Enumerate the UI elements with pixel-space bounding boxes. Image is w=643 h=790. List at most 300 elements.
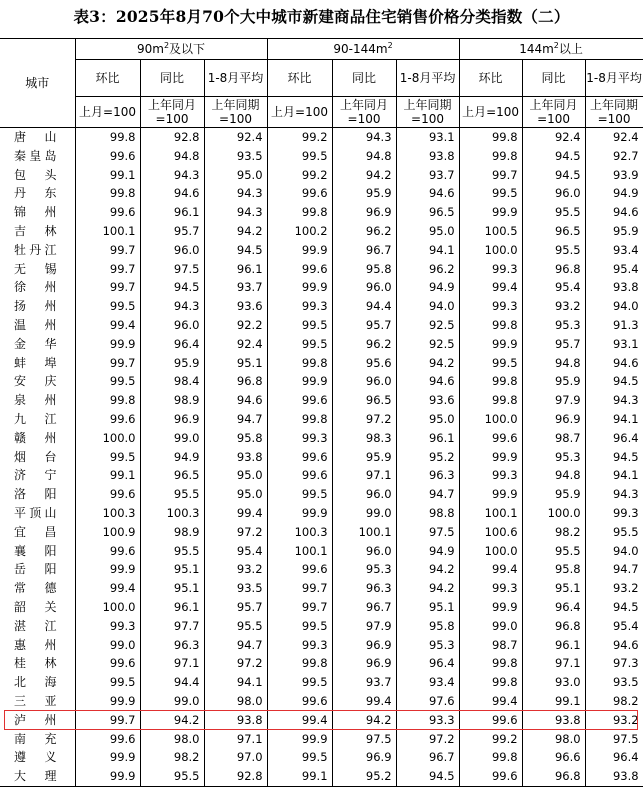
value-cell: 99.3 bbox=[267, 297, 332, 316]
value-cell: 94.9 bbox=[585, 184, 643, 203]
value-cell: 93.4 bbox=[396, 673, 459, 692]
value-cell: 99.3 bbox=[459, 466, 522, 485]
value-cell: 98.2 bbox=[522, 523, 585, 542]
value-cell: 94.4 bbox=[140, 673, 204, 692]
city-cell bbox=[0, 391, 75, 410]
value-cell: 100.1 bbox=[459, 504, 522, 523]
value-cell: 96.0 bbox=[332, 278, 396, 297]
value-cell: 96.9 bbox=[140, 410, 204, 429]
city-char: 秦 bbox=[14, 148, 27, 163]
value-cell: 93.8 bbox=[204, 448, 267, 467]
city-char: 庆 bbox=[44, 374, 57, 389]
table-row bbox=[0, 598, 643, 617]
city-cell bbox=[0, 542, 75, 561]
city-cell bbox=[0, 598, 75, 617]
city-name bbox=[14, 128, 57, 147]
value-cell: 93.9 bbox=[585, 166, 643, 185]
city-cell bbox=[0, 354, 75, 373]
table-row bbox=[0, 166, 643, 185]
value-cell: 94.5 bbox=[396, 767, 459, 786]
value-cell: 99.9 bbox=[75, 692, 140, 711]
value-cell: 98.8 bbox=[396, 504, 459, 523]
city-char: 州 bbox=[44, 637, 57, 652]
value-cell: 93.4 bbox=[585, 241, 643, 260]
value-cell: 99.7 bbox=[75, 241, 140, 260]
value-cell: 93.5 bbox=[585, 673, 643, 692]
value-cell: 100.1 bbox=[75, 222, 140, 241]
table-row bbox=[0, 767, 643, 786]
city-name bbox=[14, 485, 57, 504]
city-name bbox=[14, 429, 57, 448]
value-cell: 96.8 bbox=[204, 372, 267, 391]
city-column-header: 城市 bbox=[0, 39, 75, 128]
value-cell: 96.1 bbox=[140, 203, 204, 222]
value-cell: 99.9 bbox=[459, 485, 522, 504]
value-cell: 97.7 bbox=[140, 617, 204, 636]
value-cell: 99.4 bbox=[459, 692, 522, 711]
value-cell: 95.1 bbox=[140, 579, 204, 598]
value-cell: 95.5 bbox=[522, 203, 585, 222]
city-char: 徐 bbox=[14, 280, 27, 295]
city-name bbox=[14, 504, 57, 523]
city-cell bbox=[0, 241, 75, 260]
value-cell: 94.2 bbox=[204, 222, 267, 241]
base-label-prev-year-month: 上年同月=100 bbox=[522, 97, 585, 128]
value-cell: 94.8 bbox=[522, 354, 585, 373]
value-cell: 94.7 bbox=[204, 636, 267, 655]
value-cell: 100.6 bbox=[459, 523, 522, 542]
value-cell: 94.5 bbox=[522, 166, 585, 185]
table-row bbox=[0, 278, 643, 297]
table-body bbox=[0, 128, 643, 787]
value-cell: 95.7 bbox=[204, 598, 267, 617]
value-cell: 94.5 bbox=[204, 241, 267, 260]
city-char: 惠 bbox=[14, 637, 27, 652]
value-cell: 99.5 bbox=[267, 617, 332, 636]
city-char: 温 bbox=[14, 317, 27, 332]
city-char: 州 bbox=[44, 299, 57, 314]
value-cell: 99.0 bbox=[140, 429, 204, 448]
value-cell: 99.9 bbox=[75, 560, 140, 579]
city-char: 大 bbox=[14, 769, 27, 784]
value-cell: 96.3 bbox=[396, 466, 459, 485]
city-name bbox=[14, 598, 57, 617]
value-cell: 93.8 bbox=[522, 711, 585, 730]
value-cell: 94.4 bbox=[332, 297, 396, 316]
value-cell: 94.3 bbox=[140, 297, 204, 316]
value-cell: 94.5 bbox=[522, 147, 585, 166]
value-cell: 96.9 bbox=[332, 203, 396, 222]
value-cell: 99.4 bbox=[75, 579, 140, 598]
value-cell: 94.2 bbox=[396, 579, 459, 598]
city-cell bbox=[0, 297, 75, 316]
value-cell: 99.8 bbox=[459, 372, 522, 391]
value-cell: 97.1 bbox=[140, 654, 204, 673]
value-cell: 95.5 bbox=[140, 542, 204, 561]
table-row bbox=[0, 692, 643, 711]
city-char: 丹 bbox=[29, 242, 42, 257]
city-cell bbox=[0, 767, 75, 786]
value-cell: 100.0 bbox=[459, 410, 522, 429]
city-char: 亚 bbox=[44, 693, 57, 708]
city-name bbox=[14, 448, 57, 467]
value-cell: 95.4 bbox=[204, 542, 267, 561]
value-cell: 94.6 bbox=[396, 184, 459, 203]
city-char: 江 bbox=[44, 242, 57, 257]
city-char: 北 bbox=[14, 675, 27, 690]
value-cell: 99.2 bbox=[267, 166, 332, 185]
city-name bbox=[14, 617, 57, 636]
value-cell: 99.6 bbox=[267, 391, 332, 410]
city-cell bbox=[0, 504, 75, 523]
value-cell: 94.7 bbox=[396, 485, 459, 504]
value-cell: 96.5 bbox=[522, 222, 585, 241]
city-char: 泸 bbox=[14, 712, 27, 727]
city-char: 遵 bbox=[14, 750, 27, 765]
city-name bbox=[14, 692, 57, 711]
city-cell bbox=[0, 222, 75, 241]
group-header-large: $144m^2$以上 bbox=[459, 39, 643, 60]
value-cell: 96.0 bbox=[140, 241, 204, 260]
base-label-prev-year-month: 上年同月=100 bbox=[140, 97, 204, 128]
city-cell bbox=[0, 485, 75, 504]
sub-header-mom: 环比 bbox=[75, 60, 140, 97]
value-cell: 95.8 bbox=[396, 617, 459, 636]
value-cell: 96.0 bbox=[522, 184, 585, 203]
value-cell: 97.5 bbox=[585, 730, 643, 749]
value-cell: 93.2 bbox=[522, 297, 585, 316]
table-row bbox=[0, 448, 643, 467]
city-cell bbox=[0, 692, 75, 711]
table-row bbox=[0, 260, 643, 279]
value-cell: 99.7 bbox=[75, 260, 140, 279]
table-row bbox=[0, 203, 643, 222]
base-label-prev-year-period: 上年同期=100 bbox=[396, 97, 459, 128]
value-cell: 99.6 bbox=[75, 147, 140, 166]
table-row bbox=[0, 748, 643, 767]
value-cell: 99.5 bbox=[267, 147, 332, 166]
value-cell: 94.3 bbox=[585, 485, 643, 504]
value-cell: 96.9 bbox=[332, 636, 396, 655]
value-cell: 96.4 bbox=[585, 429, 643, 448]
city-char: 岛 bbox=[44, 148, 57, 163]
value-cell: 95.3 bbox=[522, 316, 585, 335]
value-cell: 99.6 bbox=[75, 410, 140, 429]
city-char: 州 bbox=[44, 205, 57, 220]
value-cell: 99.6 bbox=[459, 429, 522, 448]
value-cell: 95.0 bbox=[396, 410, 459, 429]
value-cell: 95.9 bbox=[332, 184, 396, 203]
city-char: 德 bbox=[44, 581, 57, 596]
value-cell: 100.0 bbox=[75, 598, 140, 617]
value-cell: 99.4 bbox=[204, 504, 267, 523]
city-cell bbox=[0, 711, 75, 730]
value-cell: 99.3 bbox=[459, 297, 522, 316]
value-cell: 98.2 bbox=[585, 692, 643, 711]
sub-header-ytd-avg: 1-8月平均 bbox=[585, 60, 643, 97]
value-cell: 99.1 bbox=[75, 166, 140, 185]
city-char: 关 bbox=[44, 599, 57, 614]
base-label-prev-year-month: 上年同月=100 bbox=[332, 97, 396, 128]
value-cell: 97.2 bbox=[396, 730, 459, 749]
city-cell bbox=[0, 203, 75, 222]
value-cell: 92.4 bbox=[204, 335, 267, 354]
value-cell: 96.7 bbox=[332, 241, 396, 260]
value-cell: 99.6 bbox=[267, 560, 332, 579]
value-cell: 95.1 bbox=[204, 354, 267, 373]
city-char: 皇 bbox=[29, 148, 42, 163]
value-cell: 99.8 bbox=[267, 654, 332, 673]
city-name bbox=[14, 335, 57, 354]
value-cell: 95.7 bbox=[140, 222, 204, 241]
value-cell: 95.8 bbox=[204, 429, 267, 448]
table-row bbox=[0, 636, 643, 655]
city-cell bbox=[0, 260, 75, 279]
value-cell: 99.8 bbox=[267, 410, 332, 429]
value-cell: 96.4 bbox=[396, 654, 459, 673]
value-cell: 99.5 bbox=[75, 448, 140, 467]
city-name bbox=[14, 636, 57, 655]
city-char: 平 bbox=[14, 505, 27, 520]
value-cell: 95.7 bbox=[332, 316, 396, 335]
value-cell: 94.3 bbox=[204, 184, 267, 203]
value-cell: 96.1 bbox=[140, 598, 204, 617]
table-row bbox=[0, 429, 643, 448]
table-row bbox=[0, 504, 643, 523]
value-cell: 96.9 bbox=[522, 410, 585, 429]
city-char: 湛 bbox=[14, 618, 27, 633]
value-cell: 93.8 bbox=[585, 278, 643, 297]
city-cell bbox=[0, 448, 75, 467]
value-cell: 99.8 bbox=[459, 748, 522, 767]
value-cell: 96.0 bbox=[332, 372, 396, 391]
value-cell: 100.3 bbox=[75, 504, 140, 523]
value-cell: 99.0 bbox=[332, 504, 396, 523]
value-cell: 93.3 bbox=[396, 711, 459, 730]
value-cell: 95.5 bbox=[140, 767, 204, 786]
city-char: 三 bbox=[14, 693, 27, 708]
city-char: 头 bbox=[44, 167, 57, 182]
city-name bbox=[14, 203, 57, 222]
city-name bbox=[14, 542, 57, 561]
value-cell: 95.8 bbox=[332, 260, 396, 279]
table-row bbox=[0, 673, 643, 692]
value-cell: 99.6 bbox=[267, 466, 332, 485]
value-cell: 97.5 bbox=[140, 260, 204, 279]
group-header-medium: $90-144m^2$ bbox=[267, 39, 459, 60]
city-char: 理 bbox=[44, 769, 57, 784]
value-cell: 94.7 bbox=[585, 560, 643, 579]
value-cell: 99.5 bbox=[267, 748, 332, 767]
value-cell: 95.5 bbox=[204, 617, 267, 636]
sub-header-yoy: 同比 bbox=[140, 60, 204, 97]
value-cell: 94.0 bbox=[585, 542, 643, 561]
value-cell: 99.5 bbox=[75, 297, 140, 316]
city-char: 义 bbox=[44, 750, 57, 765]
value-cell: 95.9 bbox=[585, 222, 643, 241]
city-char: 华 bbox=[44, 336, 57, 351]
value-cell: 99.9 bbox=[267, 241, 332, 260]
table-row bbox=[0, 485, 643, 504]
value-cell: 99.1 bbox=[75, 466, 140, 485]
city-name bbox=[14, 260, 57, 279]
value-cell: 96.1 bbox=[204, 260, 267, 279]
base-label-prev-month: 上月=100 bbox=[267, 97, 332, 128]
value-cell: 95.4 bbox=[585, 260, 643, 279]
city-cell bbox=[0, 166, 75, 185]
city-name bbox=[14, 184, 57, 203]
value-cell: 99.5 bbox=[75, 673, 140, 692]
value-cell: 92.8 bbox=[140, 128, 204, 147]
value-cell: 95.5 bbox=[585, 523, 643, 542]
value-cell: 99.9 bbox=[459, 203, 522, 222]
value-cell: 100.3 bbox=[140, 504, 204, 523]
value-cell: 99.8 bbox=[459, 654, 522, 673]
value-cell: 94.9 bbox=[396, 278, 459, 297]
value-cell: 95.1 bbox=[396, 598, 459, 617]
value-cell: 99.3 bbox=[459, 579, 522, 598]
table-row bbox=[0, 617, 643, 636]
city-name bbox=[14, 278, 57, 297]
value-cell: 99.3 bbox=[585, 504, 643, 523]
sub-header-yoy: 同比 bbox=[332, 60, 396, 97]
sub-header-mom: 环比 bbox=[459, 60, 522, 97]
city-char: 州 bbox=[44, 712, 57, 727]
value-cell: 95.0 bbox=[396, 222, 459, 241]
city-char: 宁 bbox=[44, 468, 57, 483]
value-cell: 96.0 bbox=[332, 485, 396, 504]
value-cell: 93.6 bbox=[396, 391, 459, 410]
city-cell bbox=[0, 128, 75, 147]
city-char: 常 bbox=[14, 581, 27, 596]
city-char: 阳 bbox=[44, 562, 57, 577]
value-cell: 93.5 bbox=[204, 147, 267, 166]
table-row bbox=[0, 466, 643, 485]
value-cell: 94.5 bbox=[585, 448, 643, 467]
value-cell: 93.7 bbox=[204, 278, 267, 297]
city-name bbox=[14, 730, 57, 749]
value-cell: 99.8 bbox=[459, 128, 522, 147]
value-cell: 96.8 bbox=[522, 767, 585, 786]
sub-header-ytd-avg: 1-8月平均 bbox=[396, 60, 459, 97]
value-cell: 96.8 bbox=[522, 260, 585, 279]
value-cell: 94.9 bbox=[140, 448, 204, 467]
value-cell: 96.1 bbox=[396, 429, 459, 448]
city-char: 烟 bbox=[14, 449, 27, 464]
value-cell: 99.8 bbox=[459, 391, 522, 410]
city-char: 济 bbox=[14, 468, 27, 483]
value-cell: 96.7 bbox=[396, 748, 459, 767]
value-cell: 92.4 bbox=[585, 128, 643, 147]
value-cell: 99.9 bbox=[459, 335, 522, 354]
value-cell: 99.9 bbox=[75, 748, 140, 767]
city-name bbox=[14, 748, 57, 767]
value-cell: 98.9 bbox=[140, 391, 204, 410]
value-cell: 96.4 bbox=[522, 598, 585, 617]
value-cell: 94.6 bbox=[396, 372, 459, 391]
value-cell: 94.6 bbox=[140, 184, 204, 203]
table-row bbox=[0, 354, 643, 373]
table-row bbox=[0, 184, 643, 203]
table-row bbox=[0, 654, 643, 673]
value-cell: 99.5 bbox=[267, 335, 332, 354]
value-cell: 94.7 bbox=[204, 410, 267, 429]
city-cell bbox=[0, 147, 75, 166]
value-cell: 99.6 bbox=[267, 260, 332, 279]
value-cell: 99.4 bbox=[332, 692, 396, 711]
city-cell bbox=[0, 636, 75, 655]
city-char: 海 bbox=[44, 675, 57, 690]
table-row bbox=[0, 542, 643, 561]
city-char: 州 bbox=[44, 280, 57, 295]
city-char: 蚌 bbox=[14, 355, 27, 370]
value-cell: 99.6 bbox=[267, 184, 332, 203]
value-cell: 96.8 bbox=[522, 617, 585, 636]
value-cell: 95.3 bbox=[332, 560, 396, 579]
table-row bbox=[0, 560, 643, 579]
value-cell: 93.8 bbox=[396, 147, 459, 166]
table-row bbox=[0, 711, 643, 730]
value-cell: 95.2 bbox=[332, 767, 396, 786]
city-char: 江 bbox=[44, 618, 57, 633]
city-cell bbox=[0, 748, 75, 767]
city-name bbox=[14, 560, 57, 579]
value-cell: 94.5 bbox=[140, 278, 204, 297]
base-label-prev-month: 上月=100 bbox=[75, 97, 140, 128]
city-cell bbox=[0, 523, 75, 542]
value-cell: 99.6 bbox=[75, 485, 140, 504]
value-cell: 98.0 bbox=[140, 730, 204, 749]
value-cell: 94.3 bbox=[204, 203, 267, 222]
price-index-table bbox=[0, 38, 643, 787]
city-char: 台 bbox=[44, 449, 57, 464]
city-char: 岳 bbox=[14, 562, 27, 577]
value-cell: 95.0 bbox=[204, 485, 267, 504]
value-cell: 100.1 bbox=[332, 523, 396, 542]
value-cell: 94.9 bbox=[396, 542, 459, 561]
value-cell: 95.2 bbox=[396, 448, 459, 467]
city-name bbox=[14, 673, 57, 692]
value-cell: 94.6 bbox=[585, 354, 643, 373]
base-label-prev-year-period: 上年同期=100 bbox=[585, 97, 643, 128]
city-char: 林 bbox=[44, 656, 57, 671]
city-char: 埠 bbox=[44, 355, 57, 370]
value-cell: 99.9 bbox=[267, 372, 332, 391]
city-cell bbox=[0, 466, 75, 485]
value-cell: 94.1 bbox=[204, 673, 267, 692]
table-row bbox=[0, 730, 643, 749]
value-cell: 96.2 bbox=[332, 222, 396, 241]
value-cell: 99.6 bbox=[267, 692, 332, 711]
city-name bbox=[14, 316, 57, 335]
value-cell: 99.6 bbox=[75, 542, 140, 561]
value-cell: 96.7 bbox=[332, 598, 396, 617]
value-cell: 95.9 bbox=[522, 372, 585, 391]
value-cell: 95.0 bbox=[204, 166, 267, 185]
value-cell: 95.1 bbox=[140, 560, 204, 579]
value-cell: 100.1 bbox=[267, 542, 332, 561]
value-cell: 98.2 bbox=[140, 748, 204, 767]
city-name bbox=[14, 579, 57, 598]
value-cell: 93.1 bbox=[396, 128, 459, 147]
city-char: 充 bbox=[44, 731, 57, 746]
value-cell: 99.6 bbox=[75, 730, 140, 749]
group-header-small: $90m^2$及以下 bbox=[75, 39, 267, 60]
value-cell: 99.6 bbox=[459, 711, 522, 730]
value-cell: 97.9 bbox=[332, 617, 396, 636]
value-cell: 99.6 bbox=[267, 448, 332, 467]
value-cell: 99.7 bbox=[267, 579, 332, 598]
